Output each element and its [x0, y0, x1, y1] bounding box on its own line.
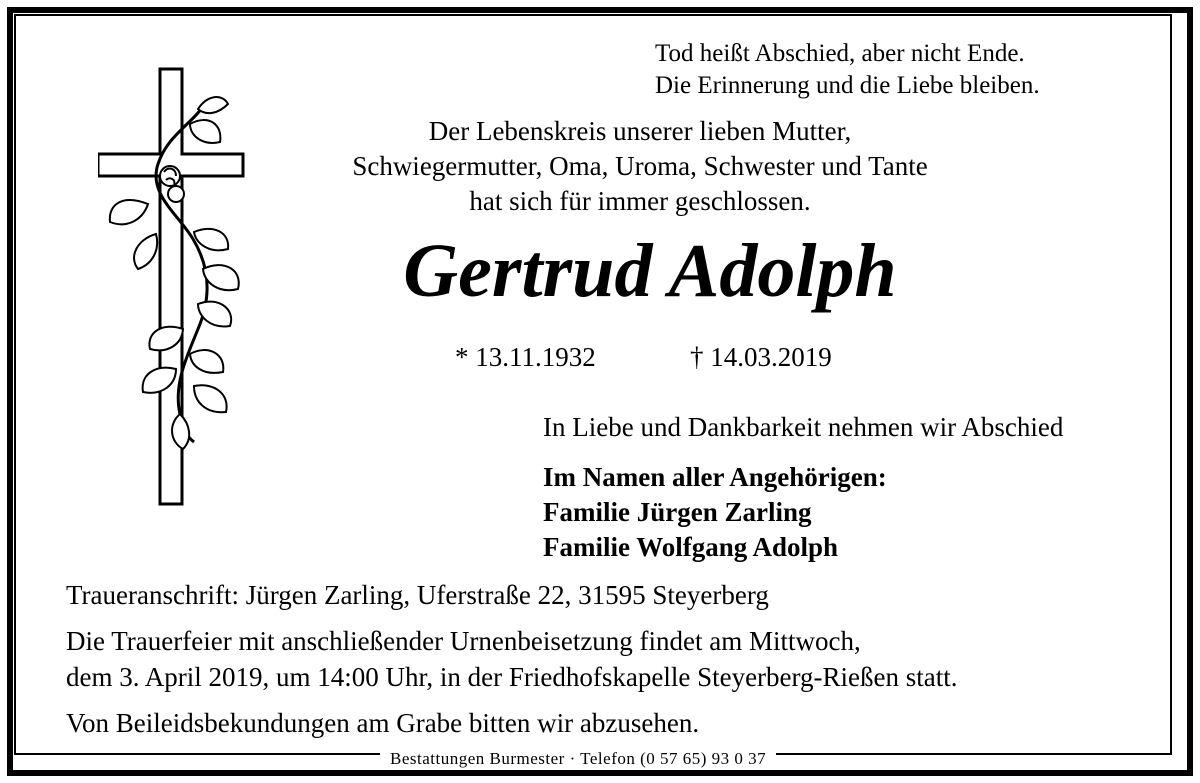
- family-line: Im Namen aller Angehörigen:: [543, 462, 887, 492]
- ceremony-info: [66, 623, 958, 695]
- birth-date: * 13.11.1932: [455, 342, 596, 372]
- funeral-home-footer: Bestattungen Burmester · Telefon (0 57 65) 93 0 37: [380, 749, 776, 769]
- death-date: † 14.03.2019: [690, 342, 832, 372]
- motto-line: Tod heißt Abschied, aber nicht Ende.: [655, 40, 1025, 67]
- farewell-text: In Liebe und Dankbarkeit nehmen wir Abschied: [543, 412, 1064, 442]
- family-line: Familie Wolfgang Adolph: [543, 532, 839, 562]
- ceremony-line: dem 3. April 2019, um 14:00 Uhr, in der Friedhofskapelle Steyerberg-Rießen statt.: [66, 662, 958, 692]
- condolence-note: Von Beileidsbekundungen am Grabe bitten wir abzusehen.: [66, 708, 700, 738]
- family-line: Familie Jürgen Zarling: [543, 497, 812, 527]
- intro-line: Der Lebenskreis unserer lieben Mutter,: [428, 116, 852, 146]
- ceremony-line: Die Trauerfeier mit anschließender Urnenbeisetzung findet am Mittwoch,: [66, 626, 861, 656]
- intro-line: hat sich für immer geschlossen.: [469, 186, 811, 216]
- family-signature: [543, 460, 887, 565]
- cross-with-rose-vine-icon: [98, 64, 248, 514]
- intro-line: Schwiegermutter, Oma, Uroma, Schwester und Tante: [352, 151, 928, 181]
- motto: [655, 38, 1040, 102]
- intro-text: [300, 114, 980, 219]
- deceased-name: Gertrud Adolph: [403, 229, 897, 313]
- mourning-address: Traueranschrift: Jürgen Zarling, Uferstraße 22, 31595 Steyerberg: [66, 580, 769, 610]
- motto-line: Die Erinnerung und die Liebe bleiben.: [655, 72, 1040, 99]
